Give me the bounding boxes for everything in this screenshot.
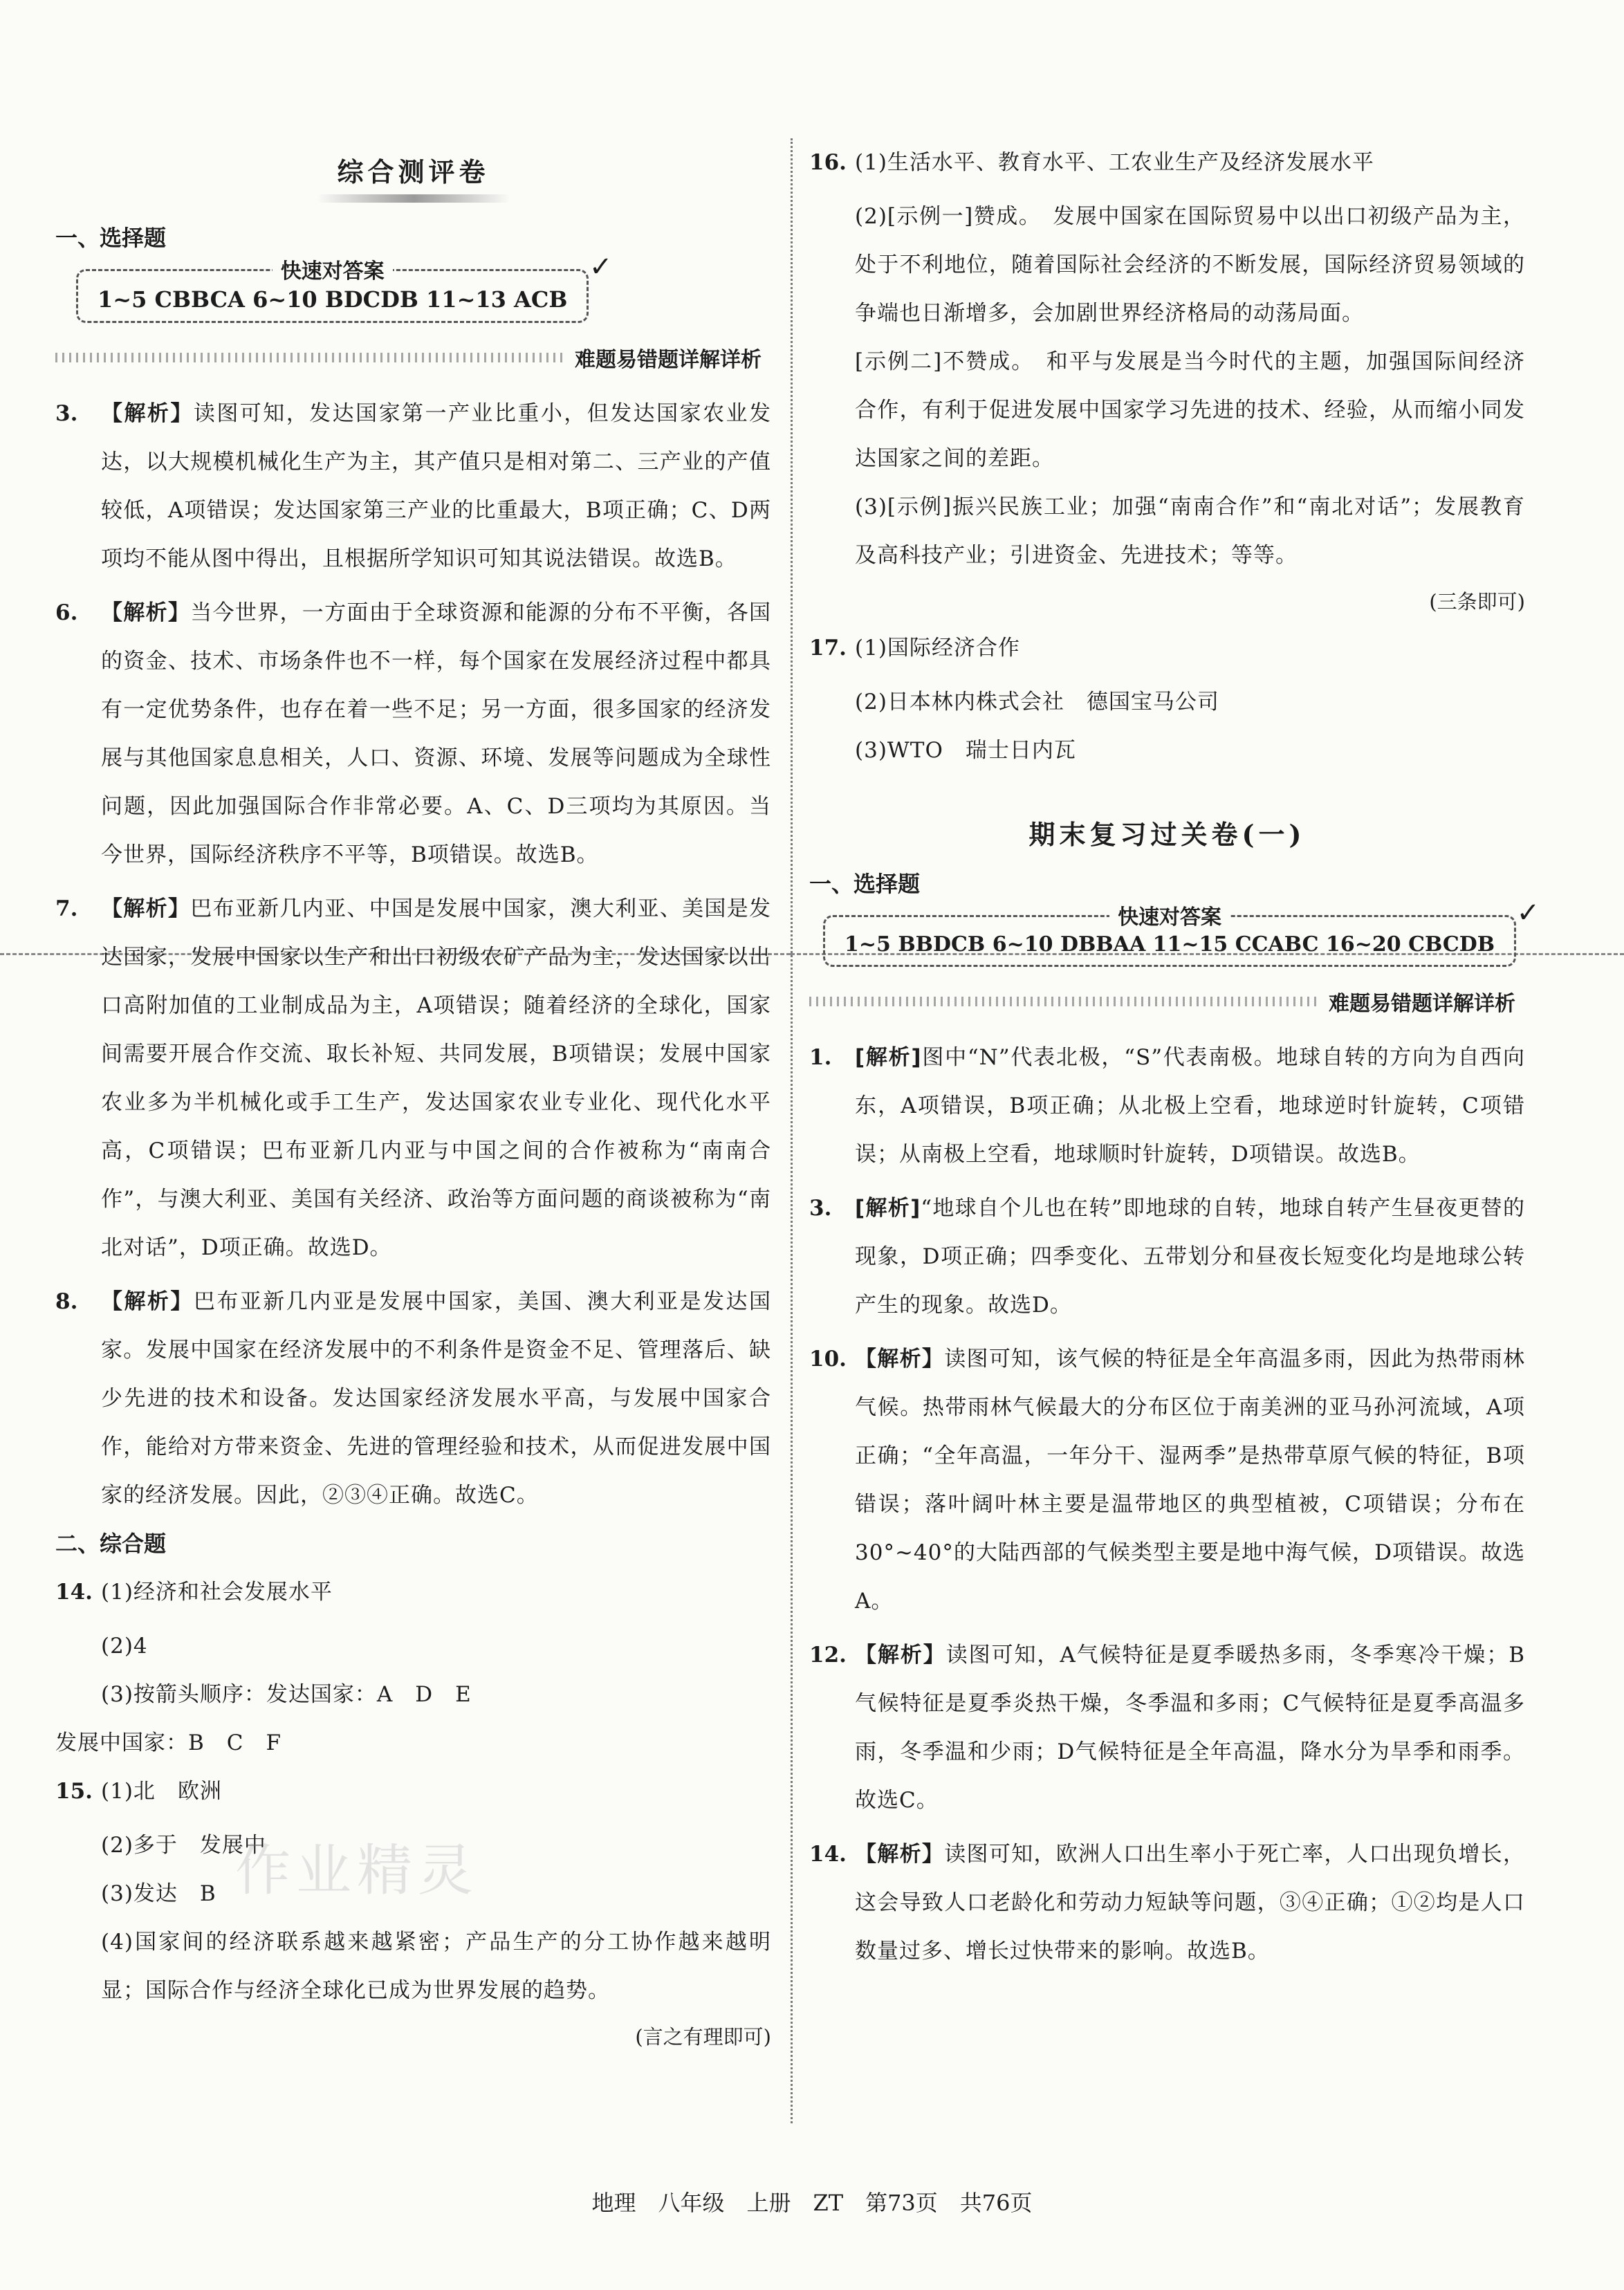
quick-answer-label: 快速对答案: [273, 254, 393, 284]
analysis-text: 图中“N”代表北极，“S”代表南极。地球自转的方向为自西向东，A项错误，B项正确；从北极上空看，地球逆时针旋转，C项错误；从南极上空看，地球顺时针旋转，D项错误。故选B。: [855, 1045, 1525, 1167]
answer-line: (3)[示例]振兴民族工业；加强“南南合作”和“南北对话”；发展教育及高科技产业；引进资金、先进技术；等等。: [855, 495, 1525, 568]
analysis-tag: 【解析】: [855, 1842, 945, 1867]
item-number: 15.: [55, 1779, 93, 1804]
quick-answers: 1~5 BBDCB 6~10 DBBAA 11~15 CCABC 16~20 CBCDB: [823, 915, 1516, 967]
answer-line: (2)日本林内株式会社 德国宝马公司: [855, 690, 1219, 714]
answer-item-3: [55, 389, 771, 583]
analysis-tag: 【解析】: [855, 1347, 945, 1372]
item-number: 3.: [55, 401, 78, 426]
analysis-tag: 【解析】: [101, 896, 191, 921]
analysis-tag: [解析]: [855, 1045, 922, 1070]
answer-line: (3)发达 B: [101, 1881, 216, 1906]
right-column: [809, 138, 1540, 1981]
item-number: 16.: [809, 150, 847, 175]
explanation-divider: [55, 342, 771, 373]
analysis-tag: [解析]: [855, 1196, 921, 1221]
analysis-text: 巴布亚新几内亚、中国是发展中国家，澳大利亚、美国是发达国家，发展中国家以生产和出口初级农矿产品为主，发达国家以出口高附加值的工业制成品为主，A项错误；随着经济的全球化，国家间需要开展合作交流、取长补短、共同发展，B项错误；发展中国家农业多为半机械化或手工生产，发达国家农业专业化、现代化水平高，C项错误；巴布亚新几内亚与中国之间的合作被称为“南南合作”，与澳大利亚、美国有关经济、政治等方面问题的商谈被称为“南北对话”，D项正确。故选D。: [101, 896, 772, 1260]
answer-item-14: [55, 1568, 771, 1616]
item-number: 10.: [809, 1347, 847, 1372]
section-title-text: 期末复习过关卷(一): [1028, 819, 1306, 850]
answer-line: (2)4: [101, 1634, 148, 1659]
stripe-decoration: [55, 353, 565, 362]
quick-answer-box: [823, 897, 1540, 967]
item-number: 7.: [55, 896, 78, 921]
answer-item-1: [809, 1033, 1525, 1179]
section-title: [55, 151, 771, 203]
item-number: 6.: [55, 600, 78, 625]
answer-item-17: [809, 624, 1525, 672]
answer-line: (2)多于 发展中: [101, 1833, 266, 1858]
analysis-text: “地球自个儿也在转”即地球的自转，地球自转产生昼夜更替的现象，D项正确；四季变化、五带划分和昼夜长短变化均是地球公转产生的现象。故选D。: [855, 1196, 1525, 1318]
quick-answer-label: 快速对答案: [1109, 900, 1230, 930]
answer-item-10: [809, 1335, 1525, 1625]
column-separator: [791, 138, 793, 2123]
page-footer: 地理 八年级 上册 ZT 第73页 共76页: [591, 2190, 1033, 2216]
answer-line: (3)按箭头顺序：发达国家：A D E: [101, 1682, 472, 1707]
answer-item-6: [55, 589, 771, 879]
title-underline: [317, 194, 510, 203]
choice-heading: 一、选择题: [55, 225, 167, 251]
answer-item-12: [809, 1631, 1525, 1825]
divider-label: 难题易错题详解详析: [575, 348, 762, 372]
quick-answers: 1~5 CBBCA 6~10 BDCDB 11~13 ACB: [76, 269, 589, 323]
quick-answer-box: [76, 251, 613, 323]
analysis-text: 读图可知，发达国家第一产业比重小，但发达国家农业发达，以大规模机械化生产为主，其产值只是相对第二、三产业的产值较低，A项错误；发达国家第三产业的比重最大，B项正确；C、D两项均不能从图中得出，且根据所学知识可知其说法错误。故选B。: [101, 401, 771, 571]
analysis-tag: 【解析】: [101, 600, 191, 625]
answer-line: (1)生活水平、教育水平、工农业生产及经济发展水平: [855, 150, 1374, 175]
answer-item-16: [809, 138, 1525, 187]
comprehensive-heading: 二、综合题: [55, 1531, 167, 1557]
answer-note: (言之有理即可): [635, 2025, 771, 2049]
item-number: 1.: [809, 1045, 832, 1070]
answer-line: (1)北 欧洲: [101, 1779, 222, 1804]
answer-note: (三条即可): [1429, 590, 1525, 613]
answer-item-3: [809, 1184, 1525, 1329]
stripe-decoration: [809, 997, 1319, 1006]
answer-line: (3)WTO 瑞士日内瓦: [855, 738, 1076, 763]
answer-line: 发展中国家：B C F: [55, 1730, 282, 1755]
answer-line: (2)[示例一]赞成。 发展中国家在国际贸易中以出口初级产品为主，处于不利地位，随着国际社会经济的不断发展，国际经济贸易领域的争端也日渐增多，会加剧世界经济格局的动荡局面。: [855, 204, 1525, 326]
item-number: 17.: [809, 636, 847, 661]
item-number: 3.: [809, 1196, 832, 1221]
divider-label: 难题易错题详解详析: [1329, 992, 1515, 1016]
answer-line: (1)国际经济合作: [855, 636, 1020, 661]
analysis-text: 巴布亚新几内亚是发展中国家，美国、澳大利亚是发达国家。发展中国家在经济发展中的不利条件是资金不足、管理落后、缺少先进的技术和设备。发达国家经济发展水平高，与发展中国家合作，能给对方带来资金、先进的管理经验和技术，从而促进发展中国家的经济发展。因此，②③④正确。故选C。: [101, 1289, 771, 1508]
watermark: 作业精灵: [235, 1838, 479, 1903]
choice-heading: 一、选择题: [809, 871, 921, 897]
section-title-text: 综合测评卷: [337, 156, 490, 187]
analysis-tag: 【解析】: [855, 1643, 946, 1668]
checkmark-icon: ✓: [1516, 897, 1540, 929]
item-number: 14.: [55, 1580, 93, 1605]
answer-item-15: [55, 1767, 771, 1816]
answer-item-14: [809, 1830, 1525, 1975]
analysis-tag: 【解析】: [101, 1289, 194, 1314]
answer-item-8: [55, 1277, 771, 1520]
answer-item-7: [55, 885, 771, 1272]
item-number: 12.: [809, 1643, 847, 1668]
analysis-tag: 【解析】: [101, 401, 194, 426]
answer-line: [示例二]不赞成。 和平与发展是当今时代的主题，加强国际间经济合作，有利于促进发展中国家学习先进的技术、经验，从而缩小同发达国家之间的差距。: [855, 349, 1525, 471]
analysis-text: 读图可知，A气候特征是夏季暖热多雨，冬季寒冷干燥；B气候特征是夏季炎热干燥，冬季温和多雨；C气候特征是夏季高温多雨，冬季温和少雨；D气候特征是全年高温，降水分为旱季和雨季。故选C。: [855, 1643, 1526, 1813]
section-title: [809, 813, 1525, 851]
left-column: [55, 138, 771, 2059]
analysis-text: 当今世界，一方面由于全球资源和能源的分布不平衡，各国的资金、技术、市场条件也不一样，每个国家在发展经济过程中都具有一定优势条件，也存在着一些不足；另一方面，很多国家的经济发展与其他国家息息相关，人口、资源、环境、发展等问题成为全球性问题，因此加强国际合作非常必要。A、C、D三项均为其原因。当今世界，国际经济秩序不平等，B项错误。故选B。: [101, 600, 772, 867]
answer-line: (1)经济和社会发展水平: [101, 1580, 333, 1605]
checkmark-icon: ✓: [589, 251, 613, 283]
analysis-text: 读图可知，欧洲人口出生率小于死亡率，人口出现负增长，这会导致人口老龄化和劳动力短缺等问题，③④正确；①②均是人口数量过多、增长过快带来的影响。故选B。: [855, 1842, 1526, 1964]
item-number: 14.: [809, 1842, 847, 1867]
explanation-divider: [809, 986, 1525, 1017]
analysis-text: 读图可知，该气候的特征是全年高温多雨，因此为热带雨林气候。热带雨林气候最大的分布区位于南美洲的亚马孙河流域，A项正确；“全年高温，一年分干、湿两季”是热带草原气候的特征，B项错误；落叶阔叶林主要是温带地区的典型植被，C项错误；分布在30°~40°的大陆西部的气候类型主要是地中海气候，D项错误。故选A。: [855, 1347, 1526, 1614]
answer-line: (4)国家间的经济联系越来越紧密；产品生产的分工协作越来越明显；国际合作与经济全球化已成为世界发展的趋势。: [101, 1930, 771, 2003]
item-number: 8.: [55, 1289, 78, 1314]
